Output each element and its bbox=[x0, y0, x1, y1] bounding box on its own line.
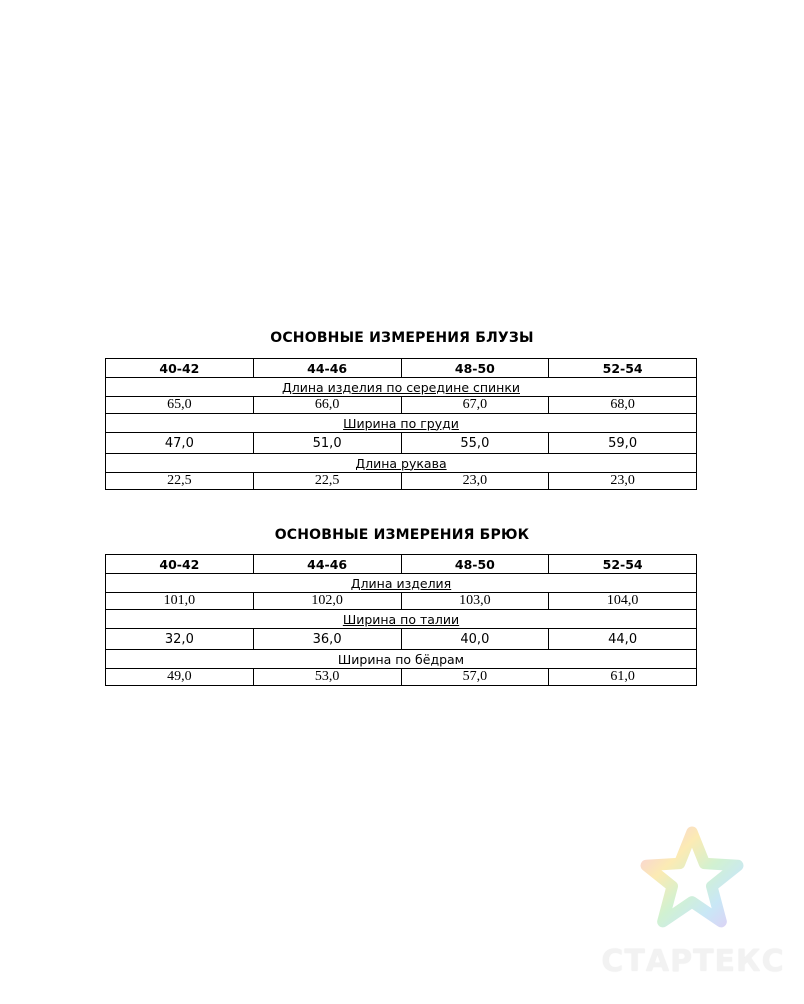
value-cell: 22,5 bbox=[106, 473, 254, 490]
measure-label-row bbox=[106, 650, 697, 669]
measure-label bbox=[106, 650, 697, 669]
watermark-text: СТАРТЕКС bbox=[601, 944, 785, 979]
star-logo-icon bbox=[640, 826, 744, 930]
value-cell: 68,0 bbox=[549, 397, 697, 414]
startex-watermark bbox=[598, 826, 788, 986]
values-row bbox=[106, 433, 697, 454]
value-cell: 59,0 bbox=[549, 433, 697, 454]
measure-label-text: Ширина по талии bbox=[342, 611, 460, 627]
value-cell: 55,0 bbox=[401, 433, 549, 454]
value-cell: 101,0 bbox=[106, 593, 254, 610]
value-cell: 102,0 bbox=[253, 593, 401, 610]
size-header: 44-46 bbox=[253, 359, 401, 378]
blouse-title: ОСНОВНЫЕ ИЗМЕРЕНИЯ БЛУЗЫ bbox=[270, 330, 534, 346]
measure-label-text-plain: Ширина по бёдрам bbox=[337, 651, 465, 667]
measure-label bbox=[106, 454, 697, 473]
measure-label-text: Ширина по груди bbox=[343, 415, 459, 431]
size-header-row bbox=[106, 359, 697, 378]
value-cell: 49,0 bbox=[106, 669, 254, 686]
measure-label bbox=[106, 610, 697, 629]
size-header: 40-42 bbox=[106, 359, 254, 378]
measure-label-text: Длина изделия по середине спинки bbox=[282, 379, 520, 395]
size-header: 48-50 bbox=[401, 359, 549, 378]
size-header: 52-54 bbox=[549, 359, 697, 378]
value-cell: 23,0 bbox=[549, 473, 697, 490]
measure-label-row bbox=[106, 414, 697, 433]
value-cell: 40,0 bbox=[401, 629, 549, 650]
value-cell: 51,0 bbox=[253, 433, 401, 454]
value-cell: 61,0 bbox=[549, 669, 697, 686]
trousers-measurements-table bbox=[105, 554, 697, 686]
measure-label-text: Длина рукава bbox=[355, 455, 447, 471]
values-row bbox=[106, 669, 697, 686]
size-header-row bbox=[106, 555, 697, 574]
value-cell: 32,0 bbox=[106, 629, 254, 650]
value-cell: 57,0 bbox=[401, 669, 549, 686]
values-row bbox=[106, 397, 697, 414]
value-cell: 44,0 bbox=[549, 629, 697, 650]
value-cell: 65,0 bbox=[106, 397, 254, 414]
measure-label bbox=[106, 574, 697, 593]
measure-label-row bbox=[106, 454, 697, 473]
measure-label-text: Длина изделия bbox=[350, 575, 452, 591]
measure-label-row bbox=[106, 574, 697, 593]
value-cell: 53,0 bbox=[253, 669, 401, 686]
measure-label bbox=[106, 378, 697, 397]
size-header: 40-42 bbox=[106, 555, 254, 574]
value-cell: 104,0 bbox=[549, 593, 697, 610]
size-header: 52-54 bbox=[549, 555, 697, 574]
size-header: 48-50 bbox=[401, 555, 549, 574]
blouse-measurements-table bbox=[105, 358, 697, 490]
values-row bbox=[106, 629, 697, 650]
value-cell: 66,0 bbox=[253, 397, 401, 414]
size-header: 44-46 bbox=[253, 555, 401, 574]
value-cell: 103,0 bbox=[401, 593, 549, 610]
value-cell: 47,0 bbox=[106, 433, 254, 454]
value-cell: 67,0 bbox=[401, 397, 549, 414]
value-cell: 23,0 bbox=[401, 473, 549, 490]
values-row bbox=[106, 593, 697, 610]
measure-label-row bbox=[106, 610, 697, 629]
measure-label bbox=[106, 414, 697, 433]
value-cell: 22,5 bbox=[253, 473, 401, 490]
value-cell: 36,0 bbox=[253, 629, 401, 650]
trousers-title: ОСНОВНЫЕ ИЗМЕРЕНИЯ БРЮК bbox=[274, 527, 530, 543]
measure-label-row bbox=[106, 378, 697, 397]
values-row bbox=[106, 473, 697, 490]
